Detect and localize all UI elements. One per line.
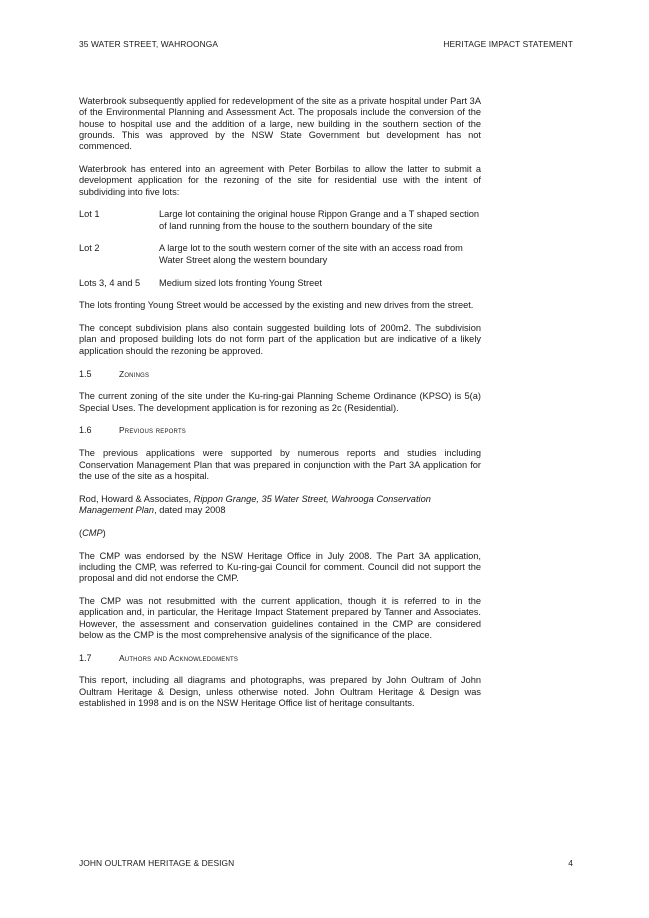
reference-author: Rod, Howard & Associates, — [79, 493, 194, 504]
abbr-text: CMP — [82, 527, 103, 538]
section-title: Zonings — [119, 368, 150, 379]
paragraph-current-zoning: The current zoning of the site under the Ku-ring-gai Planning Scheme Ordinance (KPSO) is 5(a) Special Uses. The development application is for rezoning as 2c (Residential). — [79, 391, 481, 413]
lot-description: A large lot to the south western corner of the site with an access road from Water Street along the western boundary — [159, 243, 463, 265]
paragraph-authors: This report, including all diagrams and photographs, was prepared by John Oultram of John Oultram Heritage & Design, unless otherwise noted. John Oultram Heritage & Design was established in 1998 and is on the NSW Heritage Office list of heritage consultants. — [79, 675, 481, 708]
lot-label: Lot 2 — [79, 243, 100, 254]
reference-citation — [79, 494, 481, 517]
section-heading-authors — [79, 653, 481, 664]
paragraph-borbilas-agreement: Waterbrook has entered into an agreement with Peter Borbilas to allow the latter to submit a development application for the rezoning of the site for residential use with the intent of subdividing into five lots: — [79, 163, 481, 197]
lot-item-3-5 — [79, 278, 481, 289]
section-heading-zonings — [79, 369, 481, 380]
footer-company-name: JOHN OULTRAM HERITAGE & DESIGN — [79, 858, 235, 868]
paragraph-concept-subdivision: The concept subdivision plans also contain suggested building lots of 200m2. The subdivision plan and proposed building lots do not form part of the application but are indicative of a likely application should the rezoning be approved. — [79, 323, 481, 356]
reference-abbreviation — [79, 528, 481, 539]
section-title: Authors and Acknowledgments — [119, 652, 239, 663]
lot-item-1 — [79, 209, 481, 232]
section-number: 1.6 — [79, 425, 92, 436]
header-document-title: HERITAGE IMPACT STATEMENT — [443, 39, 573, 49]
page-number: 4 — [568, 858, 573, 868]
lot-label: Lots 3, 4 and 5 — [79, 277, 141, 288]
section-number: 1.5 — [79, 368, 92, 379]
paragraph-waterbrook-redevelopment: Waterbrook subsequently applied for redevelopment of the site as a private hospital under Part 3A of the Environmental Planning and Assessment Act. The proposals include the conversion of the house to hospital use and the addition of a large, new building in the southern section of the grounds. This was approved by the NSW State Government but development has not commenced. — [79, 96, 481, 152]
lot-item-2 — [79, 243, 481, 266]
reference-title: Rippon Grange, 35 Water Street, Wahrooga Conservation Management Plan — [79, 493, 431, 515]
document-body — [79, 96, 481, 721]
paragraph-young-street-access: The lots fronting Young Street would be accessed by the existing and new drives from the street. — [79, 300, 474, 311]
lot-description: Large lot containing the original house Rippon Grange and a T shaped section of land running from the house to the southern boundary of the site — [159, 209, 480, 231]
section-heading-previous-reports — [79, 425, 481, 436]
header-document-address: 35 WATER STREET, WAHROONGA — [79, 39, 219, 49]
reference-date: , dated may 2008 — [154, 504, 226, 515]
lot-description: Medium sized lots fronting Young Street — [159, 277, 322, 288]
section-title: Previous reports — [119, 425, 187, 436]
paragraph-cmp-endorsed: The CMP was endorsed by the NSW Heritage Office in July 2008. The Part 3A application, including the CMP, was referred to Ku-ring-gai Council for comment. Council did not support the proposal and did not endorse the CMP. — [79, 550, 481, 584]
abbr-open: ( — [79, 527, 83, 538]
paragraph-previous-applications: The previous applications were supported by numerous reports and studies including Conservation Management Plan that was prepared in conjunction with the Part 3A application for the use of the site as a hospital. — [79, 448, 481, 481]
section-number: 1.7 — [79, 652, 92, 663]
abbr-close: ) — [102, 527, 106, 538]
paragraph-cmp-not-resubmitted: The CMP was not resubmitted with the current application, though it is referred to in the application and, in particular, the Heritage Impact Statement prepared by Tanner and Associates. However, the assessment and conservation guidelines contained in the CMP are considered below as the CMP is the most comprehensive analysis of the significance of the place. — [79, 595, 481, 640]
lot-label: Lot 1 — [79, 209, 100, 220]
